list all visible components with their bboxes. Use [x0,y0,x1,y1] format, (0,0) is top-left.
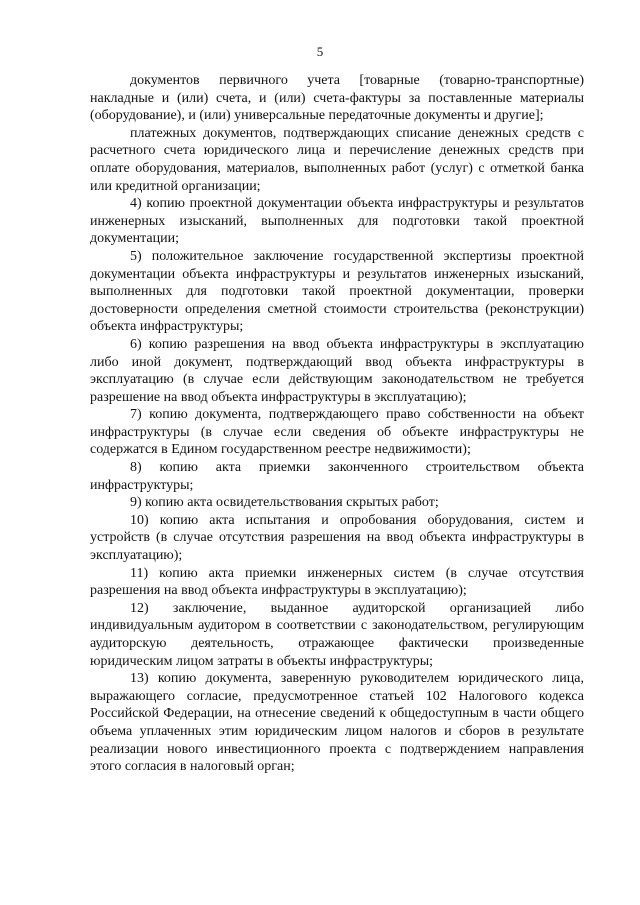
paragraph-item-12: 12) заключение, выданное аудиторской организацией либо индивидуальным аудитором в соответствии с законодательством, регулирующим аудиторскую деятельность, отражающее фактически произведенные юридическим лицом затраты в объекты инфраструктуры; [90,600,584,669]
paragraph-item-13: 13) копию документа, заверенную руководителем юридического лица, выражающего согласие, предусмотренное статьей 102 Налогового кодекса Российской Федерации, на отнесение сведений к общедоступным в части общего объема уплаченных этим юридическим лицом налогов и сборов в результате реализации нового инвестиционного проекта с подтверждением направления этого согласия в налоговый орган; [90,671,584,775]
paragraph-item-9: 9) копию акта освидетельствования скрытых работ; [130,495,439,511]
page-number: 5 [316,44,324,59]
paragraph-item-5: 5) положительное заключение государственной экспертизы проектной документации объекта инфраструктуры и результатов инженерных изысканий, выполненных для подготовки такой проектной документации, проверки достоверности определения сметной стоимости строительства (реконструкции) объекта инфраструктуры; [90,248,584,335]
paragraph-item-7: 7) копию документа, подтверждающего право собственности на объект инфраструктуры (в случае если сведения об объекте инфраструктуры не содержатся в Едином государственном реестре недвижимости); [90,407,584,458]
paragraph-item-11: 11) копию акта приемки инженерных систем (в случае отсутствия разрешения на ввод объекта инфраструктуры в эксплуатацию); [90,565,584,599]
paragraph-item-8: 8) копию акта приемки законченного строительством объекта инфраструктуры; [90,460,584,493]
paragraph-item-4: 4) копию проектной документации объекта инфраструктуры и результатов инженерных изысканий, выполненных для подготовки такой проектной документации; [90,196,584,247]
paragraph-payment-documents: платежных документов, подтверждающих списание денежных средств с расчетного счета юридического лица и перечисление денежных средств при оплате оборудования, материалов, выполненных работ (услуг) с отметкой банка или кредитной организации; [90,125,584,194]
paragraph-item-10: 10) копию акта испытания и опробования оборудования, систем и устройств (в случае отсутствия разрешения на ввод объекта инфраструктуры в эксплуатацию); [90,512,584,564]
paragraph-primary-accounting-documents: документов первичного учета [товарные (товарно-транспортные) накладные и (или) счета, и (или) счета-фактуры за поставленные материалы (оборудование), и (или) универсальные передаточные документы и другие]; [90,73,584,124]
paragraph-item-6: 6) копию разрешения на ввод объекта инфраструктуры в эксплуатацию либо иной документ, подтверждающий ввод объекта инфраструктуры в эксплуатацию (в случае если действующим законодательством не требуется разрешение на ввод объекта инфраструктуры в эксплуатацию); [90,336,584,405]
document-body [90,72,584,776]
